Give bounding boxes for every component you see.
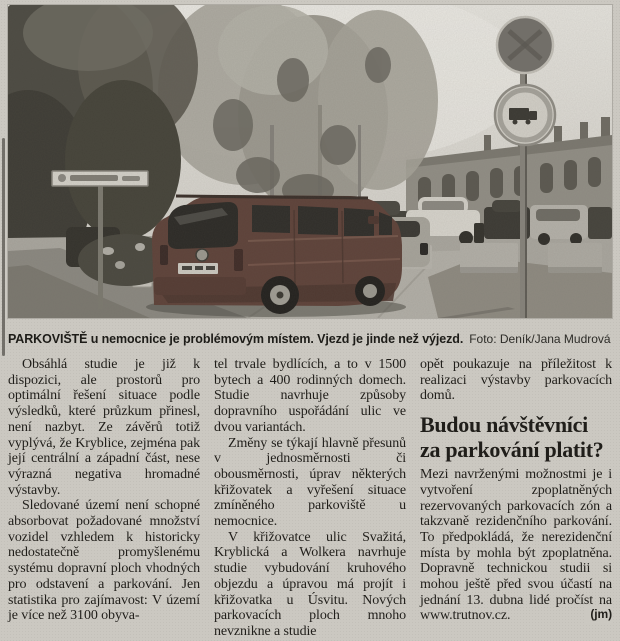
photo-caption-text: PARKOVIŠTĚ u nemocnice je problémovým místem. Vjezd je jinde než výjezd. (8, 332, 464, 346)
column-1 (8, 357, 200, 640)
photo-grain (8, 5, 612, 318)
scan-edge-line (2, 138, 5, 356)
parking-lot-photo-illustration (8, 5, 612, 318)
article-body (8, 357, 612, 640)
column-2 (214, 357, 406, 640)
article-photo (8, 5, 612, 318)
paragraph-text: Mezi navrženými možnostmi je i vytvoření zpoplatněných rezervovaných parkovacích zón a takzvaně rezidenčního parkování. To předpokládá, že nerezidenční místa by mohla být zpoplatněna. Dopravně technickou studii si mohou ještě před svou účastí na jednání 13. dubna lidé pročíst na www.trutnov.cz. (420, 467, 612, 624)
paragraph: opět poukazuje na příležitost k realizaci výstavby parkovacích domů. (420, 357, 612, 404)
subheadline: Budou návštěvníci za parkování platit? (420, 412, 604, 463)
paragraph: tel trvale bydlících, a to v 1500 bytech a 400 rodinných domech. Studie navrhuje způsoby dopravního uspořádání ulic ve dvou variantách. (214, 357, 406, 435)
photo-credit: Foto: Deník/Jana Mudrová (469, 332, 611, 346)
author-initials: (jm) (586, 607, 612, 623)
paragraph: V křižovatce ulic Svažitá, Kryblická a Wolkera navrhuje studie vybudování kruhového objezdu a úpravou má projít i křižovatka u Úsvitu. Nových parkovacích ploch mnoho nevznikne a studie (214, 529, 406, 639)
paragraph: Sledované území není schopné absorbovat požadované množství vozidel vzhledem k historicky nedostatečně promyšlenému systému dopravní ploch vhodných pro odstavení a parkování. Jen statistika pro zajímavost: V území je více než 3100 obyva- (8, 498, 200, 624)
paragraph: Změny se týkají hlavně přesunů v jednosměrnosti či obousměrnosti, úprav některých křižovatek a vyřešení situace zmíněného parkoviště u nemocnice. (214, 435, 406, 530)
photo-caption (8, 331, 612, 347)
column-3 (420, 357, 612, 640)
paragraph (420, 467, 612, 624)
paragraph: Obsáhlá studie je již k dispozici, ale prostorů pro optimální řešení situace podle výsledků, které průzkum přinesl, není nazbyt. Ze závěrů totiž vyplývá, že Kryblice, zejména pak její centrální a západní část, nese výrazná negativa hromadné výstavby. (8, 357, 200, 498)
